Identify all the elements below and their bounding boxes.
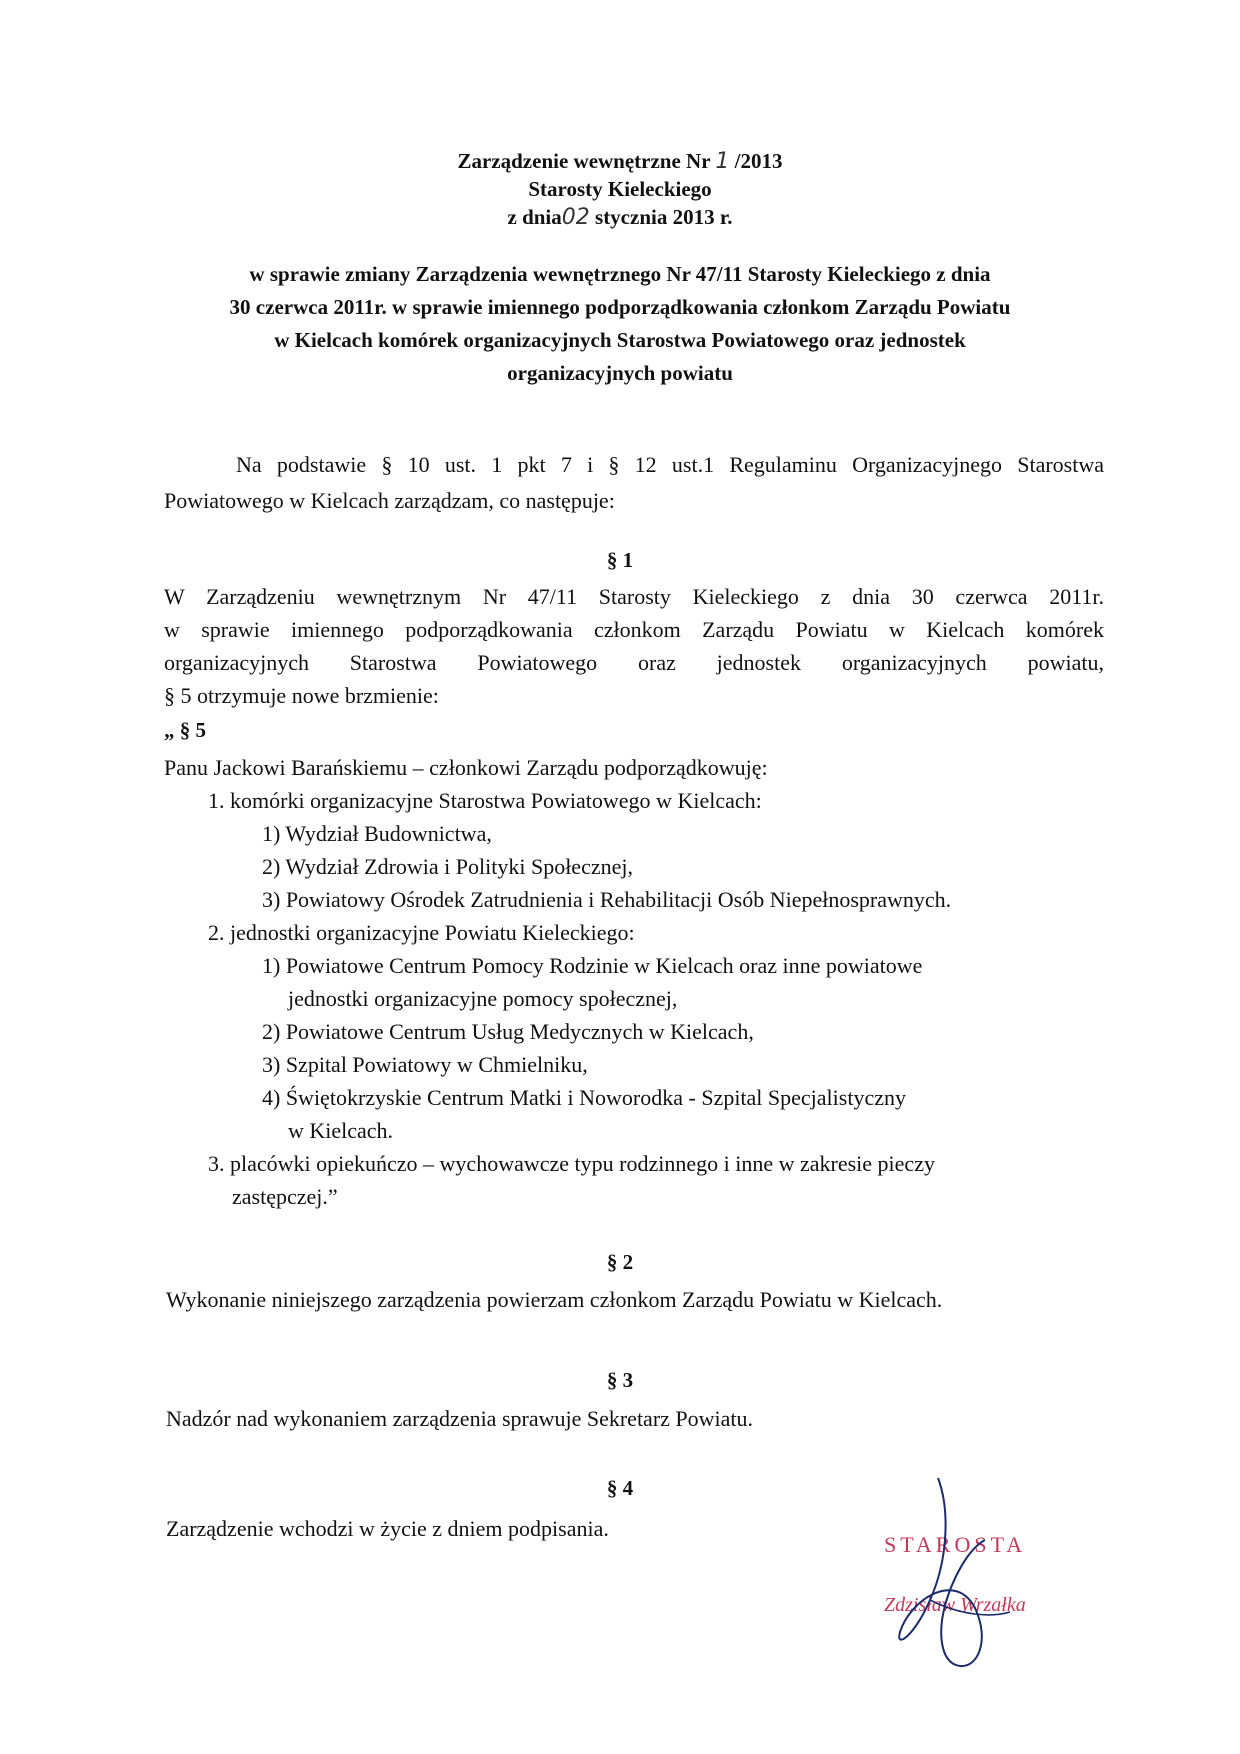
document-title xyxy=(0,148,1240,175)
sub-item: 2) Powiatowe Centrum Usług Medycznych w Kielcach, xyxy=(262,1019,754,1044)
section-3-text: Nadzór nad wykonaniem zarządzenia sprawuje Sekretarz Powiatu. xyxy=(166,1406,754,1431)
subject-line: w Kielcach komórek organizacyjnych Starostwa Powiatowego oraz jednostek xyxy=(274,328,966,352)
title-suffix: /2013 xyxy=(729,149,783,173)
subject-block xyxy=(150,258,1090,390)
preamble-line-2: Powiatowego w Kielcach zarządzam, co następuje: xyxy=(164,488,615,513)
section-3-sign: § 3 xyxy=(606,1368,634,1392)
sub-item: 3) Powiatowy Ośrodek Zatrudnienia i Rehabilitacji Osób Niepełnosprawnych. xyxy=(262,887,952,912)
subject-line: w sprawie zmiany Zarządzenia wewnętrznego Nr 47/11 Starosty Kieleckiego z dnia xyxy=(249,262,991,286)
list-item-3: 3. placówki opiekuńczo – wychowawcze typu rodzinnego i inne w zakresie pieczy xyxy=(208,1151,935,1176)
list-item-2: 2. jednostki organizacyjne Powiatu Kieleckiego: xyxy=(208,920,635,945)
section-2-sign: § 2 xyxy=(606,1250,634,1274)
quoted-section-5-sign: „ § 5 xyxy=(164,718,206,742)
handwritten-day: 02 xyxy=(561,205,590,230)
list-item-1: 1. komórki organizacyjne Starostwa Powiatowego w Kielcach: xyxy=(208,788,762,813)
sub-item: 4) Świętokrzyskie Centrum Matki i Noworodka - Szpital Specjalistyczny xyxy=(262,1085,906,1110)
stamp-name: Zdzisław Wrzałka xyxy=(884,1594,1026,1616)
handwritten-number: 1 xyxy=(715,149,730,174)
section-1-sign: § 1 xyxy=(606,548,634,572)
date-suffix: stycznia 2013 r. xyxy=(589,205,733,229)
section-4-text: Zarządzenie wchodzi w życie z dniem podpisania. xyxy=(166,1516,609,1541)
sub-item: 3) Szpital Powiatowy w Chmielniku, xyxy=(262,1052,588,1077)
date-prefix: z dnia xyxy=(507,205,562,229)
document-date xyxy=(0,204,1240,231)
section-2-text: Wykonanie niniejszego zarządzenia powierzam członkom Zarządu Powiatu w Kielcach. xyxy=(166,1287,943,1312)
section-1-line: § 5 otrzymuje nowe brzmienie: xyxy=(164,683,439,708)
section-5-intro: Panu Jackowi Barańskiemu – członkowi Zarządu podporządkowuję: xyxy=(164,755,768,780)
subject-line: organizacyjnych powiatu xyxy=(507,361,733,385)
sub-item-continuation: w Kielcach. xyxy=(288,1118,394,1143)
subject-line: 30 czerwca 2011r. w sprawie imiennego podporządkowania członkom Zarządu Powiatu xyxy=(229,295,1011,319)
section-4-sign: § 4 xyxy=(606,1476,634,1500)
sub-item: 2) Wydział Zdrowia i Polityki Społecznej, xyxy=(262,854,633,879)
section-1-line: w sprawie imiennego podporządkowania członkom Zarządu Powiatu w Kielcach komórek xyxy=(164,617,1104,642)
sub-item: 1) Powiatowe Centrum Pomocy Rodzinie w Kielcach oraz inne powiatowe xyxy=(262,953,923,978)
list-item-3-continuation: zastępczej.” xyxy=(232,1184,338,1209)
section-1-line: W Zarządzeniu wewnętrznym Nr 47/11 Starosty Kieleckiego z dnia 30 czerwca 2011r. xyxy=(164,584,1104,609)
section-1-text xyxy=(164,580,1104,712)
sub-item-continuation: jednostki organizacyjne pomocy społecznej, xyxy=(288,986,678,1011)
issuer: Starosty Kieleckiego xyxy=(528,177,712,201)
sub-item: 1) Wydział Budownictwa, xyxy=(262,821,492,846)
stamp-title: STAROSTA xyxy=(884,1532,1027,1557)
preamble-line-1: Na podstawie § 10 ust. 1 pkt 7 i § 12 ust.1 Regulaminu Organizacyjnego Starostwa xyxy=(236,452,1104,477)
title-prefix: Zarządzenie wewnętrzne Nr xyxy=(457,149,716,173)
section-1-line: organizacyjnych Starostwa Powiatowego oraz jednostek organizacyjnych powiatu, xyxy=(164,650,1104,675)
